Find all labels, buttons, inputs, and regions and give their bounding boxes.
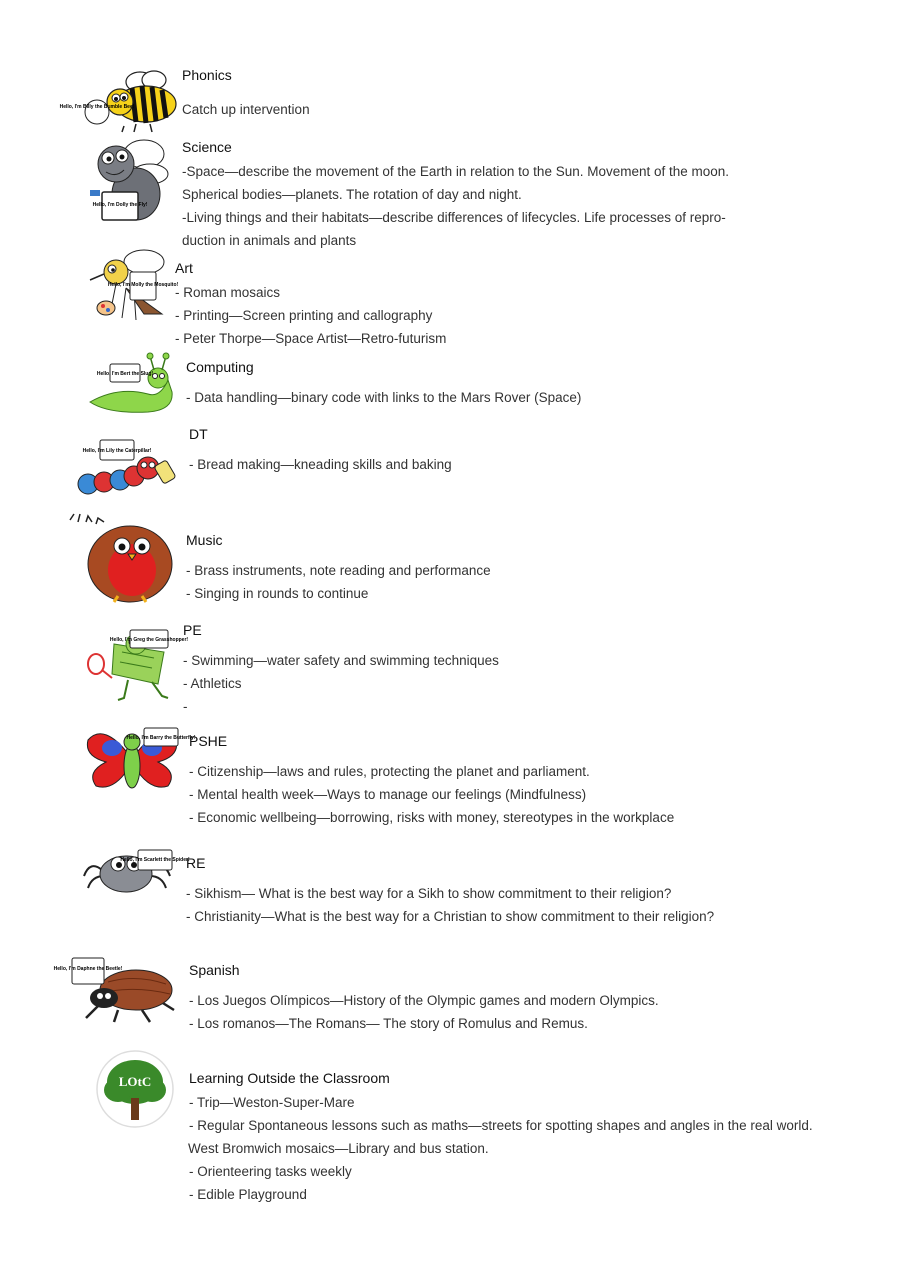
section-title: PSHE xyxy=(189,733,228,749)
section-line: - Singing in rounds to continue xyxy=(186,586,369,601)
bee-icon xyxy=(59,66,180,136)
section-line: - Edible Playground xyxy=(189,1187,307,1202)
section-line: West Bromwich mosaics—Library and bus station. xyxy=(188,1141,489,1156)
section-science xyxy=(182,138,729,252)
section-computing xyxy=(186,358,581,409)
section-music xyxy=(186,531,491,605)
section-line: - Los romanos—The Romans— The story of Romulus and Remus. xyxy=(189,1016,588,1031)
section-line: - Orienteering tasks weekly xyxy=(189,1164,352,1179)
section-line: Catch up intervention xyxy=(182,102,310,117)
section-line: duction in animals and plants xyxy=(182,233,357,248)
section-line: - Economic wellbeing—borrowing, risks with money, stereotypes in the workplace xyxy=(189,810,675,825)
section-line: - Swimming—water safety and swimming techniques xyxy=(183,653,499,668)
section-spanish xyxy=(189,961,659,1035)
section-re xyxy=(186,854,714,928)
robin-icon xyxy=(66,512,180,604)
bee-bubble-text: Hello, I'm Billy the Bumble Bee! xyxy=(59,104,135,110)
mosquito-icon xyxy=(86,244,178,326)
fly-icon xyxy=(84,134,180,232)
section-title: Learning Outside the Classroom xyxy=(189,1070,390,1086)
grasshopper-icon xyxy=(84,624,189,706)
section-line: - xyxy=(183,699,188,714)
section-loc xyxy=(189,1069,813,1206)
section-line: - Citizenship—laws and rules, protecting the planet and parliament. xyxy=(189,764,590,779)
section-title: Phonics xyxy=(182,67,232,83)
section-line: - Trip—Weston-Super-Mare xyxy=(189,1095,355,1110)
caterpillar-bubble-text: Hello, I'm Lily the Caterpillar! xyxy=(82,448,152,454)
section-line: -Space—describe the movement of the Earth in relation to the Sun. Movement of the moon. xyxy=(182,164,730,179)
section-title: RE xyxy=(186,855,206,871)
section-line: Spherical bodies—planets. The rotation of day and night. xyxy=(182,187,522,202)
slug-bubble-text: Hello, I'm Bert the Slug! xyxy=(96,371,154,377)
section-art xyxy=(175,259,446,350)
section-line: - Printing—Screen printing and callography xyxy=(175,308,433,323)
section-line: - Peter Thorpe—Space Artist—Retro-futurism xyxy=(175,331,447,346)
section-dt xyxy=(189,425,452,476)
section-title: DT xyxy=(189,426,208,442)
section-title: Spanish xyxy=(189,962,240,978)
section-line: - Roman mosaics xyxy=(175,285,281,300)
mosquito-bubble-text: Hello, I'm Molly the Mosquito! xyxy=(107,282,179,288)
section-line: - Los Juegos Olímpicos—History of the Olympic games and modern Olympics. xyxy=(189,993,659,1008)
slug-icon xyxy=(88,350,178,418)
loc-logo-text: LOtC xyxy=(118,1074,152,1089)
section-title: Science xyxy=(182,139,232,155)
section-title: Music xyxy=(186,532,223,548)
section-line: - Sikhism— What is the best way for a Sikh to show commitment to their religion? xyxy=(186,886,672,901)
section-pe xyxy=(183,621,499,718)
loc-tree-logo xyxy=(94,1048,176,1130)
spider-bubble-text: Hello, I'm Scarlett the Spider! xyxy=(120,857,190,863)
section-line: - Brass instruments, note reading and performance xyxy=(186,563,491,578)
section-line: - Data handling—binary code with links to the Mars Rover (Space) xyxy=(186,390,582,405)
fly-bubble-text: Hello, I'm Dolly the Fly! xyxy=(92,202,148,208)
section-pshe xyxy=(189,732,674,829)
section-title: Computing xyxy=(186,359,254,375)
section-line: - Mental health week—Ways to manage our feelings (Mindfulness) xyxy=(189,787,587,802)
grasshopper-bubble-text: Hello, I'm Greg the Grasshopper! xyxy=(109,637,189,643)
section-title: PE xyxy=(183,622,202,638)
section-line: - Athletics xyxy=(183,676,242,691)
beetle-bubble-text: Hello, I'm Daphne the Beetle! xyxy=(53,966,123,972)
section-line: - Christianity—What is the best way for a Christian to show commitment to their religion? xyxy=(186,909,715,924)
butterfly-icon xyxy=(84,726,196,792)
section-phonics xyxy=(182,66,310,121)
section-line: - Regular Spontaneous lessons such as maths—streets for spotting shapes and angles in the real world. xyxy=(189,1118,813,1133)
section-line: -Living things and their habitats—describe differences of lifecycles. Life processes of repro- xyxy=(182,210,726,225)
spider-icon xyxy=(82,846,190,896)
caterpillar-icon xyxy=(74,432,184,500)
butterfly-bubble-text: Hello, I'm Barry the Butterfly! xyxy=(126,735,196,741)
section-title: Art xyxy=(175,260,193,276)
beetle-icon xyxy=(53,954,182,1024)
section-line: - Bread making—kneading skills and baking xyxy=(189,457,452,472)
